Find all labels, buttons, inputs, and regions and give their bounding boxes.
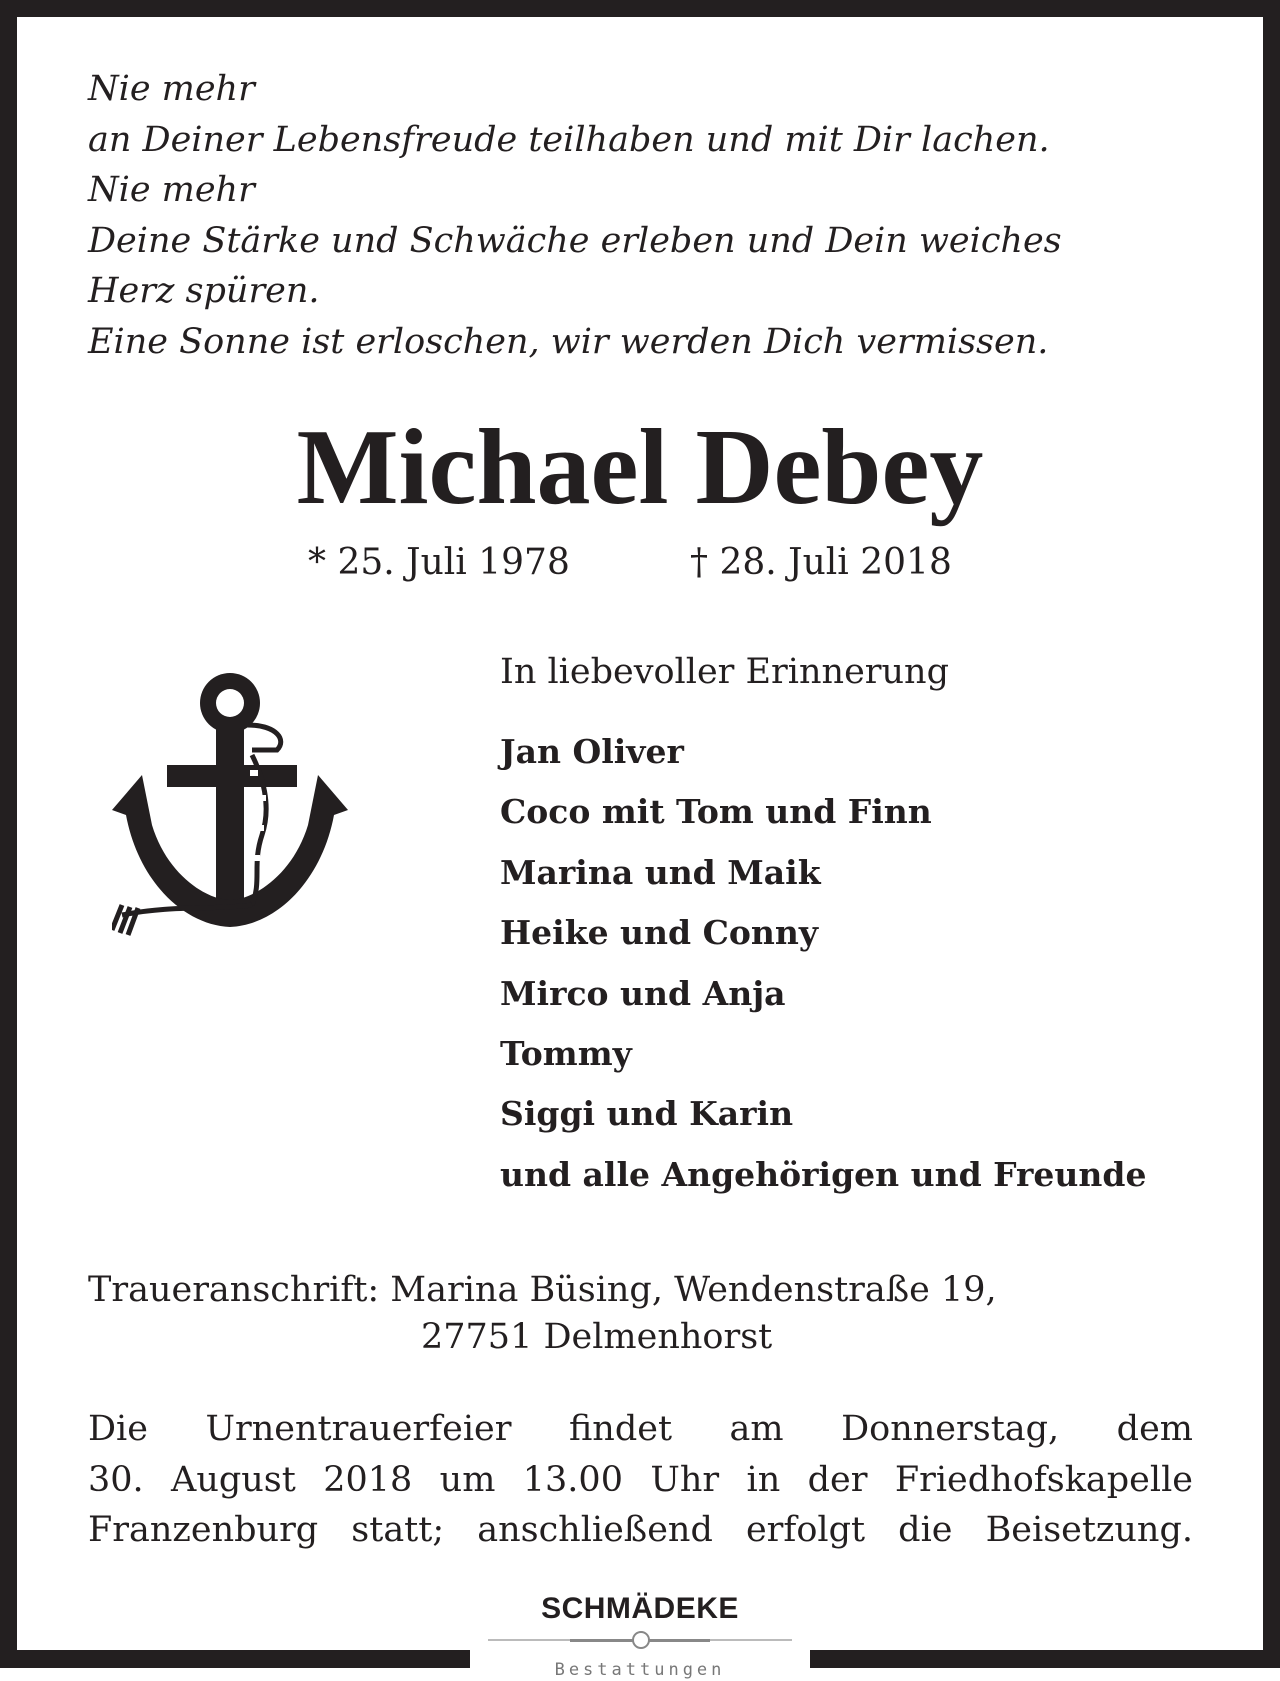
logo-ring-icon [632,1631,650,1649]
poem-line: an Deiner Lebensfreude teilhaben und mit Dir lachen. [88,119,1050,160]
funeral-notice [88,1404,1193,1556]
mourning-address-line1: Traueranschrift: Marina Büsing, Wendenstraße 19, [88,1270,997,1310]
border-top [0,0,1280,17]
mourners-list [500,722,1146,1205]
memory-line: In liebevoller Erinnerung [500,652,950,692]
border-left [0,0,17,1668]
deceased-name: Michael Debey [296,408,984,527]
death-date: † 28. Juli 2018 [690,542,952,583]
mourning-address-line2: 27751 Delmenhorst [421,1317,773,1357]
mourner: Marina und Maik [500,852,821,892]
poem-line: Eine Sonne ist erloschen, wir werden Dich vermissen. [88,321,1049,362]
poem [88,64,1062,367]
birth-date: * 25. Juli 1978 [308,542,570,583]
border-right [1263,0,1280,1668]
funeral-home-logo-subtitle: Bestattungen [554,1660,726,1680]
funeral-home-logo-name: SCHMÄDEKE [541,1592,739,1625]
poem-line: Herz spüren. [88,271,320,311]
notice-line: Die Urnentrauerfeier findet am Donnerstag, dem [88,1409,1193,1449]
poem-line: Deine Stärke und Schwäche erleben und Dein weiches [88,220,1062,261]
mourner: Siggi und Karin [500,1094,794,1134]
mourner: Coco mit Tom und Finn [500,792,932,832]
notice-line: 30. August 2018 um 13.00 Uhr in der Friedhofskapelle [88,1459,1193,1500]
mourner: und alle Angehörigen und Freunde [500,1154,1147,1194]
anchor-icon [112,665,348,945]
mourner: Tommy [500,1034,632,1074]
mourner: Mirco und Anja [500,973,786,1013]
mourner: Jan Oliver [500,732,684,771]
mourner: Heike und Conny [500,913,819,953]
notice-line: Franzenburg statt; anschließend erfolgt die Beisetzung. [88,1510,1193,1550]
poem-line: Nie mehr [88,170,255,210]
poem-line: Nie mehr [88,69,255,109]
